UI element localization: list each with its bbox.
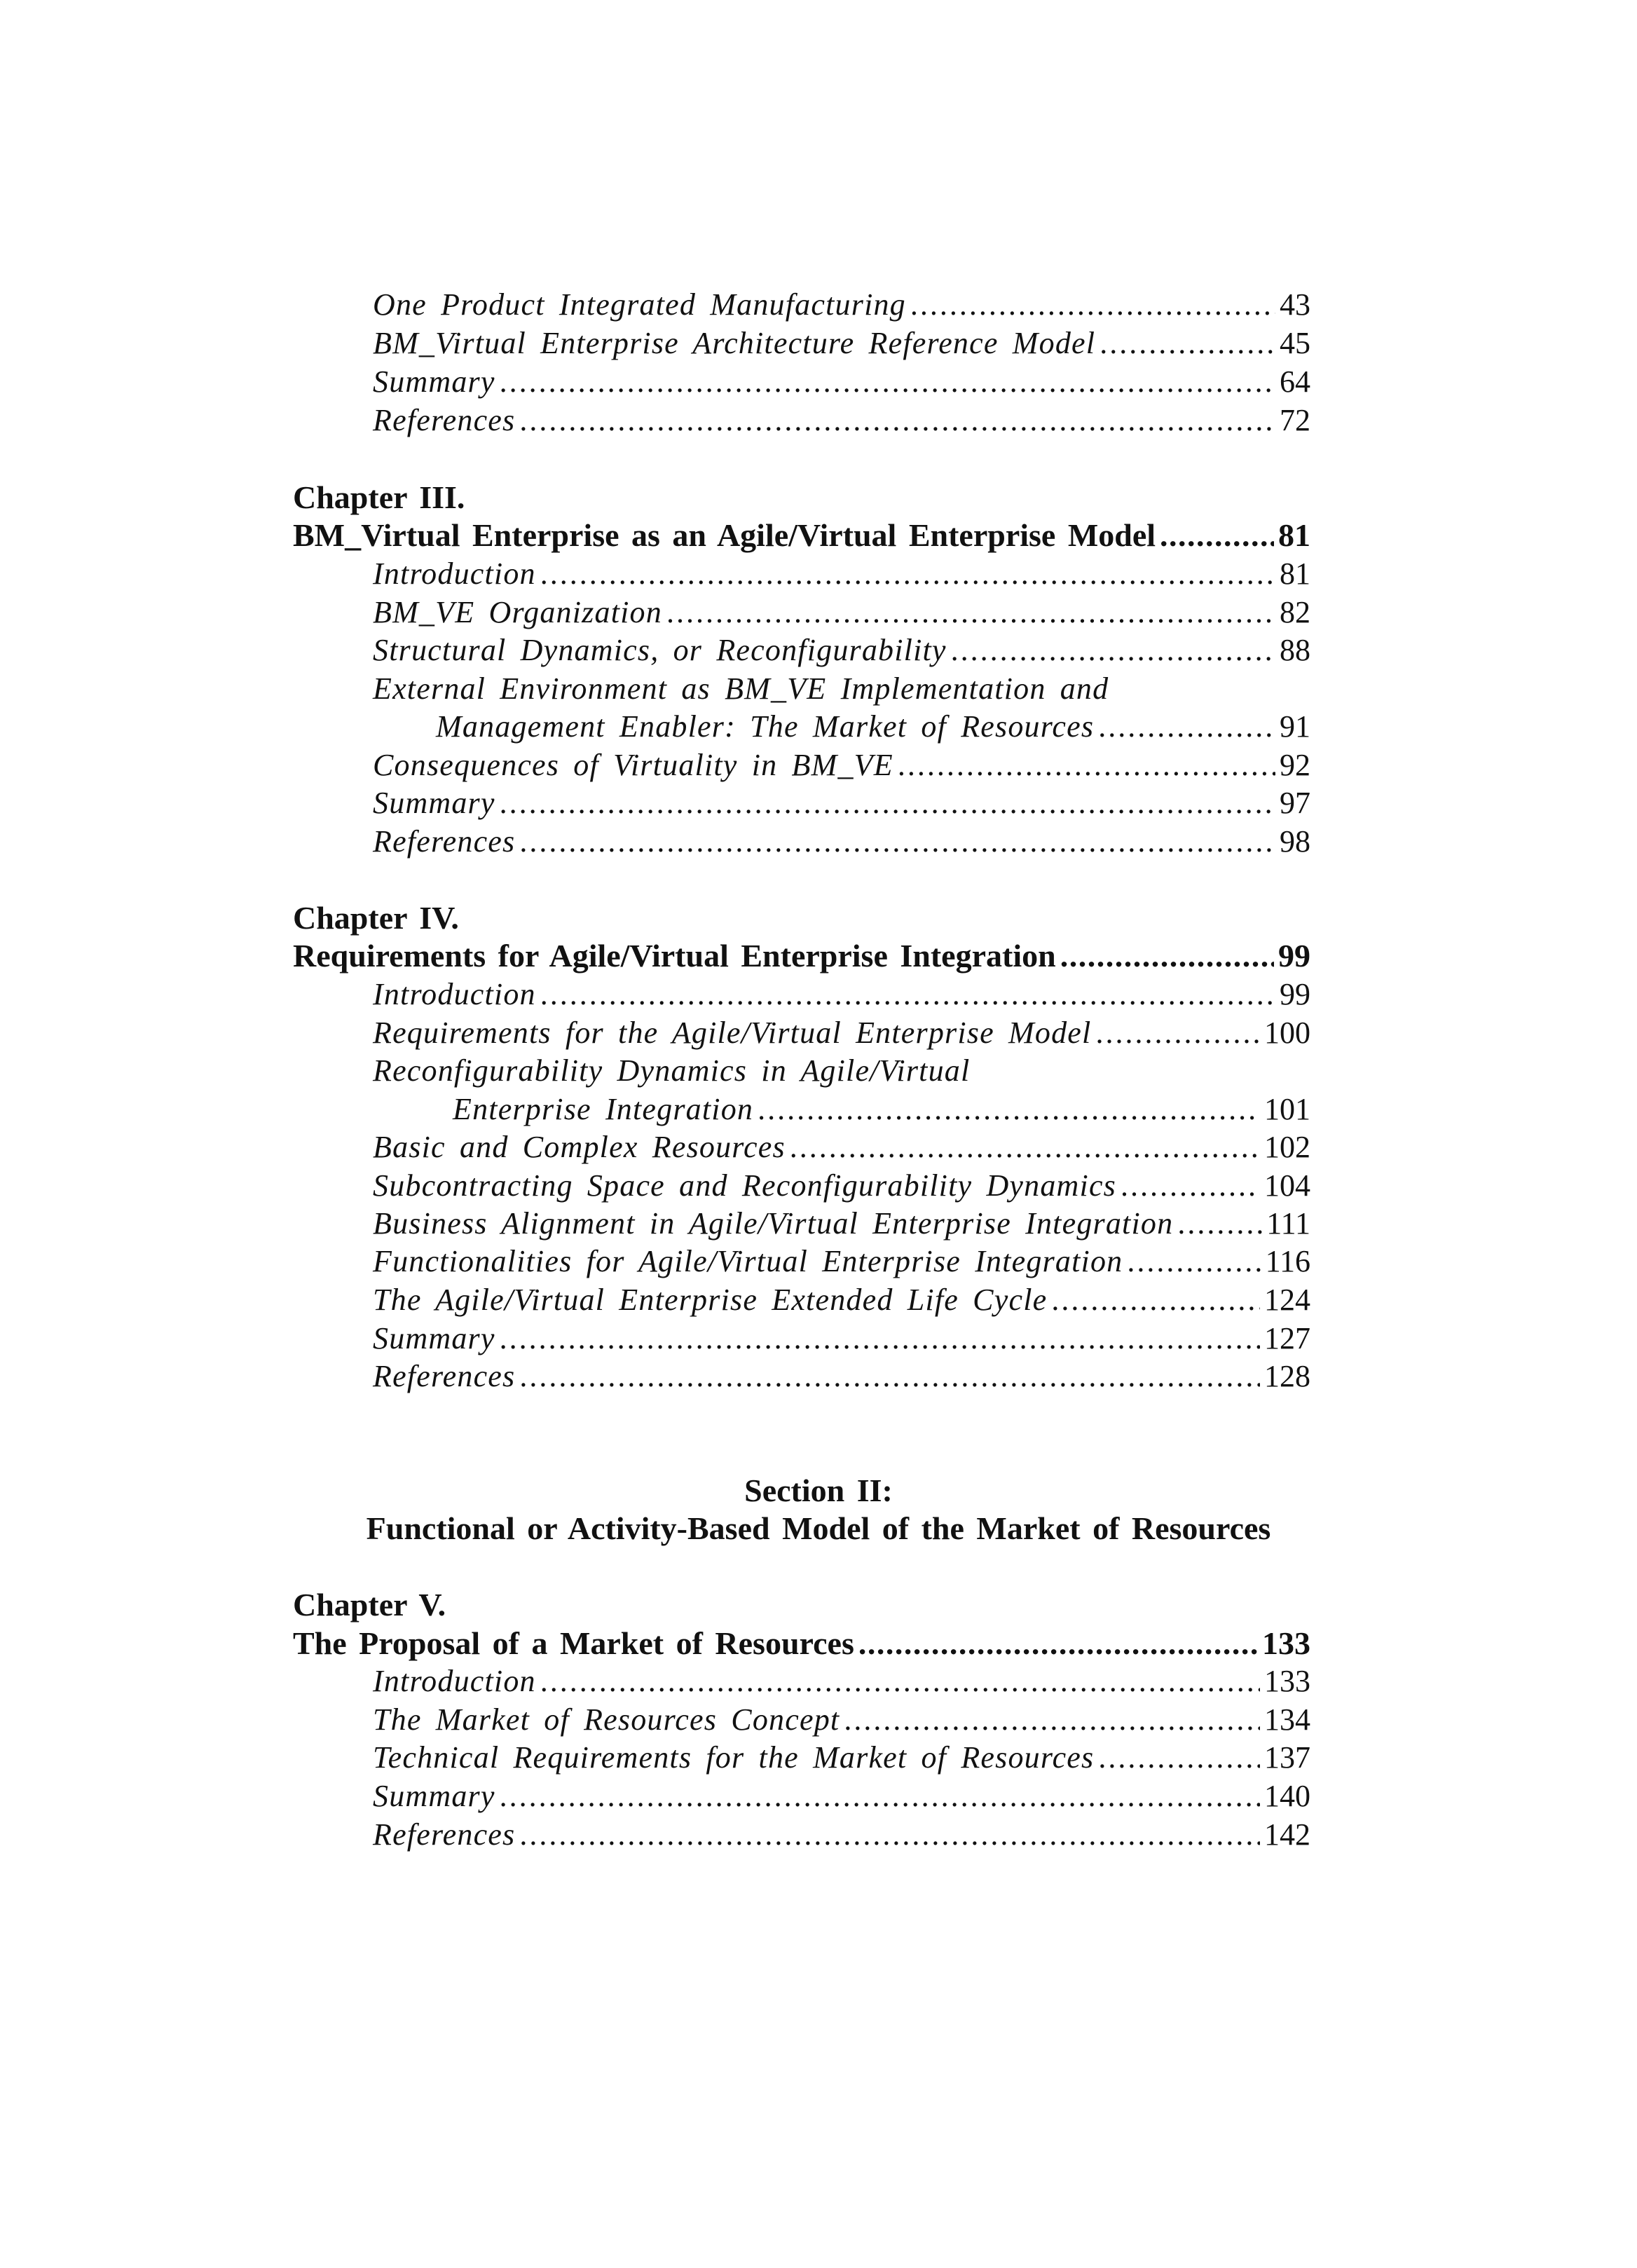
chapter-label: Chapter IV. xyxy=(293,900,459,936)
toc-entry-title: Enterprise Integration xyxy=(453,1092,754,1126)
toc-entry-title: External Environment as BM_VE Implementation and xyxy=(373,671,1109,706)
toc-entry-title: BM_VE Organization xyxy=(373,595,662,629)
toc-entry[interactable] xyxy=(373,631,1310,670)
dot-leader xyxy=(844,1700,1260,1740)
toc-entry[interactable] xyxy=(373,1166,1310,1205)
toc-entry-title: References xyxy=(373,403,516,437)
toc-entry-page: 128 xyxy=(1264,1359,1310,1393)
dot-leader xyxy=(519,1815,1260,1854)
toc-entry-page: 100 xyxy=(1264,1016,1310,1050)
dot-leader xyxy=(519,1357,1260,1396)
toc-entry-line1[interactable] xyxy=(373,1051,1310,1091)
toc-entry-page: 104 xyxy=(1264,1168,1310,1203)
toc-entry-title: The Agile/Virtual Enterprise Extended Life Cycle xyxy=(373,1283,1048,1317)
toc-entry[interactable] xyxy=(373,1013,1310,1053)
toc-entry-page: 81 xyxy=(1280,556,1310,591)
toc-entry[interactable] xyxy=(373,1319,1310,1358)
toc-entry-page: 43 xyxy=(1280,287,1310,322)
toc-entry-page: 102 xyxy=(1264,1130,1310,1164)
chapter-heading[interactable] xyxy=(293,1624,1310,1663)
toc-entry-page: 98 xyxy=(1280,824,1310,859)
toc-entry-title: Summary xyxy=(373,786,495,820)
toc-entry-title: BM_Virtual Enterprise Architecture Reference Model xyxy=(373,326,1096,360)
chapter-label: Chapter III. xyxy=(293,479,465,515)
toc-entry[interactable] xyxy=(373,707,1310,746)
toc-entry[interactable] xyxy=(373,1090,1310,1129)
toc-entry-title: Summary xyxy=(373,364,495,399)
toc-entry-page: 88 xyxy=(1280,633,1310,667)
toc-entry-page: 91 xyxy=(1280,709,1310,744)
toc-entry-page: 72 xyxy=(1280,403,1310,437)
toc-entry-title: Introduction xyxy=(373,1664,536,1698)
toc-entry-page: 111 xyxy=(1266,1206,1310,1241)
toc-entry[interactable] xyxy=(373,324,1310,363)
chapter-title: Requirements for Agile/Virtual Enterprise Integration xyxy=(293,938,1056,974)
toc-entry-page: 97 xyxy=(1280,786,1310,820)
dot-leader xyxy=(519,401,1275,440)
toc-entry[interactable] xyxy=(373,1242,1310,1281)
chapter-page: 133 xyxy=(1262,1625,1310,1661)
dot-leader xyxy=(1098,1738,1260,1777)
dot-leader xyxy=(790,1128,1260,1167)
toc-entry[interactable] xyxy=(373,1777,1310,1816)
toc-entry-title: The Market of Resources Concept xyxy=(373,1702,840,1737)
chapter-label: Chapter V. xyxy=(293,1587,446,1623)
toc-entry-title: Summary xyxy=(373,1779,495,1813)
toc-entry[interactable] xyxy=(373,362,1310,402)
dot-leader xyxy=(540,975,1275,1014)
chapter-page: 99 xyxy=(1278,938,1310,974)
toc-entry-title: Summary xyxy=(373,1321,495,1355)
toc-entry[interactable] xyxy=(373,784,1310,823)
toc-entry-page: 116 xyxy=(1265,1244,1310,1278)
dot-leader xyxy=(1100,324,1275,363)
dot-leader xyxy=(500,362,1275,402)
toc-entry[interactable] xyxy=(373,285,1310,325)
dot-leader xyxy=(540,554,1275,594)
dot-leader xyxy=(1121,1166,1260,1205)
dot-leader xyxy=(1060,936,1274,976)
dot-leader xyxy=(1127,1242,1261,1281)
toc-entry[interactable] xyxy=(373,1700,1310,1740)
toc-entry-title: Structural Dynamics, or Reconfigurability xyxy=(373,633,947,667)
chapter-heading[interactable] xyxy=(293,936,1310,976)
toc-entry[interactable] xyxy=(373,1128,1310,1167)
toc-entry-title: References xyxy=(373,824,516,859)
toc-entry-title: Introduction xyxy=(373,977,536,1011)
toc-entry-title: Basic and Complex Resources xyxy=(373,1130,786,1164)
dot-leader xyxy=(898,746,1275,785)
dot-leader xyxy=(500,784,1275,823)
toc-entry-title: Consequences of Virtuality in BM_VE xyxy=(373,748,893,782)
toc-entry[interactable] xyxy=(373,401,1310,440)
toc-entry-page: 134 xyxy=(1264,1702,1310,1737)
dot-leader xyxy=(1051,1280,1260,1320)
dot-leader xyxy=(1177,1204,1262,1243)
toc-entry[interactable] xyxy=(373,975,1310,1014)
toc-entry-page: 142 xyxy=(1264,1817,1310,1852)
toc-entry-page: 64 xyxy=(1280,364,1310,399)
chapter-page: 81 xyxy=(1278,517,1310,553)
toc-entry-title: Management Enabler: The Market of Resources xyxy=(436,709,1095,744)
toc-entry-page: 82 xyxy=(1280,595,1310,629)
toc-entry[interactable] xyxy=(373,593,1310,632)
dot-leader xyxy=(1160,516,1274,555)
toc-entry[interactable] xyxy=(373,1738,1310,1777)
chapter-heading[interactable] xyxy=(293,516,1310,555)
toc-entry-page: 137 xyxy=(1264,1740,1310,1775)
section-title: Functional or Activity-Based Model of the Market of Resources xyxy=(366,1510,1271,1546)
dot-leader xyxy=(758,1090,1260,1129)
chapter-title: BM_Virtual Enterprise as an Agile/Virtual Enterprise Model xyxy=(293,517,1156,553)
toc-entry-page: 92 xyxy=(1280,748,1310,782)
toc-entry-page: 140 xyxy=(1264,1779,1310,1813)
toc-entry[interactable] xyxy=(373,1357,1310,1396)
toc-entry-title: Subcontracting Space and Reconfigurability Dynamics xyxy=(373,1168,1117,1203)
section-label: Section II: xyxy=(744,1473,893,1508)
dot-leader xyxy=(540,1662,1260,1701)
toc-entry-title: Business Alignment in Agile/Virtual Enterprise Integration xyxy=(373,1206,1174,1241)
toc-entry-title: References xyxy=(373,1359,516,1393)
chapter-title: The Proposal of a Market of Resources xyxy=(293,1625,854,1661)
toc-entry[interactable] xyxy=(373,554,1310,594)
toc-entry-page: 133 xyxy=(1264,1664,1310,1698)
toc-entry-page: 127 xyxy=(1264,1321,1310,1355)
toc-entry[interactable] xyxy=(373,1204,1310,1243)
dot-leader xyxy=(1098,707,1275,746)
toc-entry-title: Reconfigurability Dynamics in Agile/Virtual xyxy=(373,1053,971,1088)
dot-leader xyxy=(910,285,1275,325)
toc-entry[interactable] xyxy=(373,1662,1310,1701)
dot-leader xyxy=(858,1624,1258,1663)
toc-entry-page: 99 xyxy=(1280,977,1310,1011)
toc-entry[interactable] xyxy=(373,822,1310,861)
toc-entry-title: Technical Requirements for the Market of Resources xyxy=(373,1740,1095,1775)
dot-leader xyxy=(519,822,1275,861)
toc-entry[interactable] xyxy=(373,1815,1310,1854)
toc-entry-title: One Product Integrated Manufacturing xyxy=(373,287,906,322)
dot-leader xyxy=(500,1319,1260,1358)
toc-entry[interactable] xyxy=(373,1280,1310,1320)
toc-entry-page: 124 xyxy=(1264,1283,1310,1317)
dot-leader xyxy=(666,593,1275,632)
toc-entry-title: Requirements for the Agile/Virtual Enterprise Model xyxy=(373,1016,1092,1050)
dot-leader xyxy=(500,1777,1260,1816)
toc-entry-title: References xyxy=(373,1817,516,1852)
toc-entry-page: 45 xyxy=(1280,326,1310,360)
dot-leader xyxy=(1095,1013,1260,1053)
toc-entry-title: Functionalities for Agile/Virtual Enterprise Integration xyxy=(373,1244,1123,1278)
toc-entry-title: Introduction xyxy=(373,556,536,591)
dot-leader xyxy=(951,631,1275,670)
toc-entry-page: 101 xyxy=(1264,1092,1310,1126)
toc-entry[interactable] xyxy=(373,746,1310,785)
toc-entry-line1[interactable] xyxy=(373,669,1310,709)
